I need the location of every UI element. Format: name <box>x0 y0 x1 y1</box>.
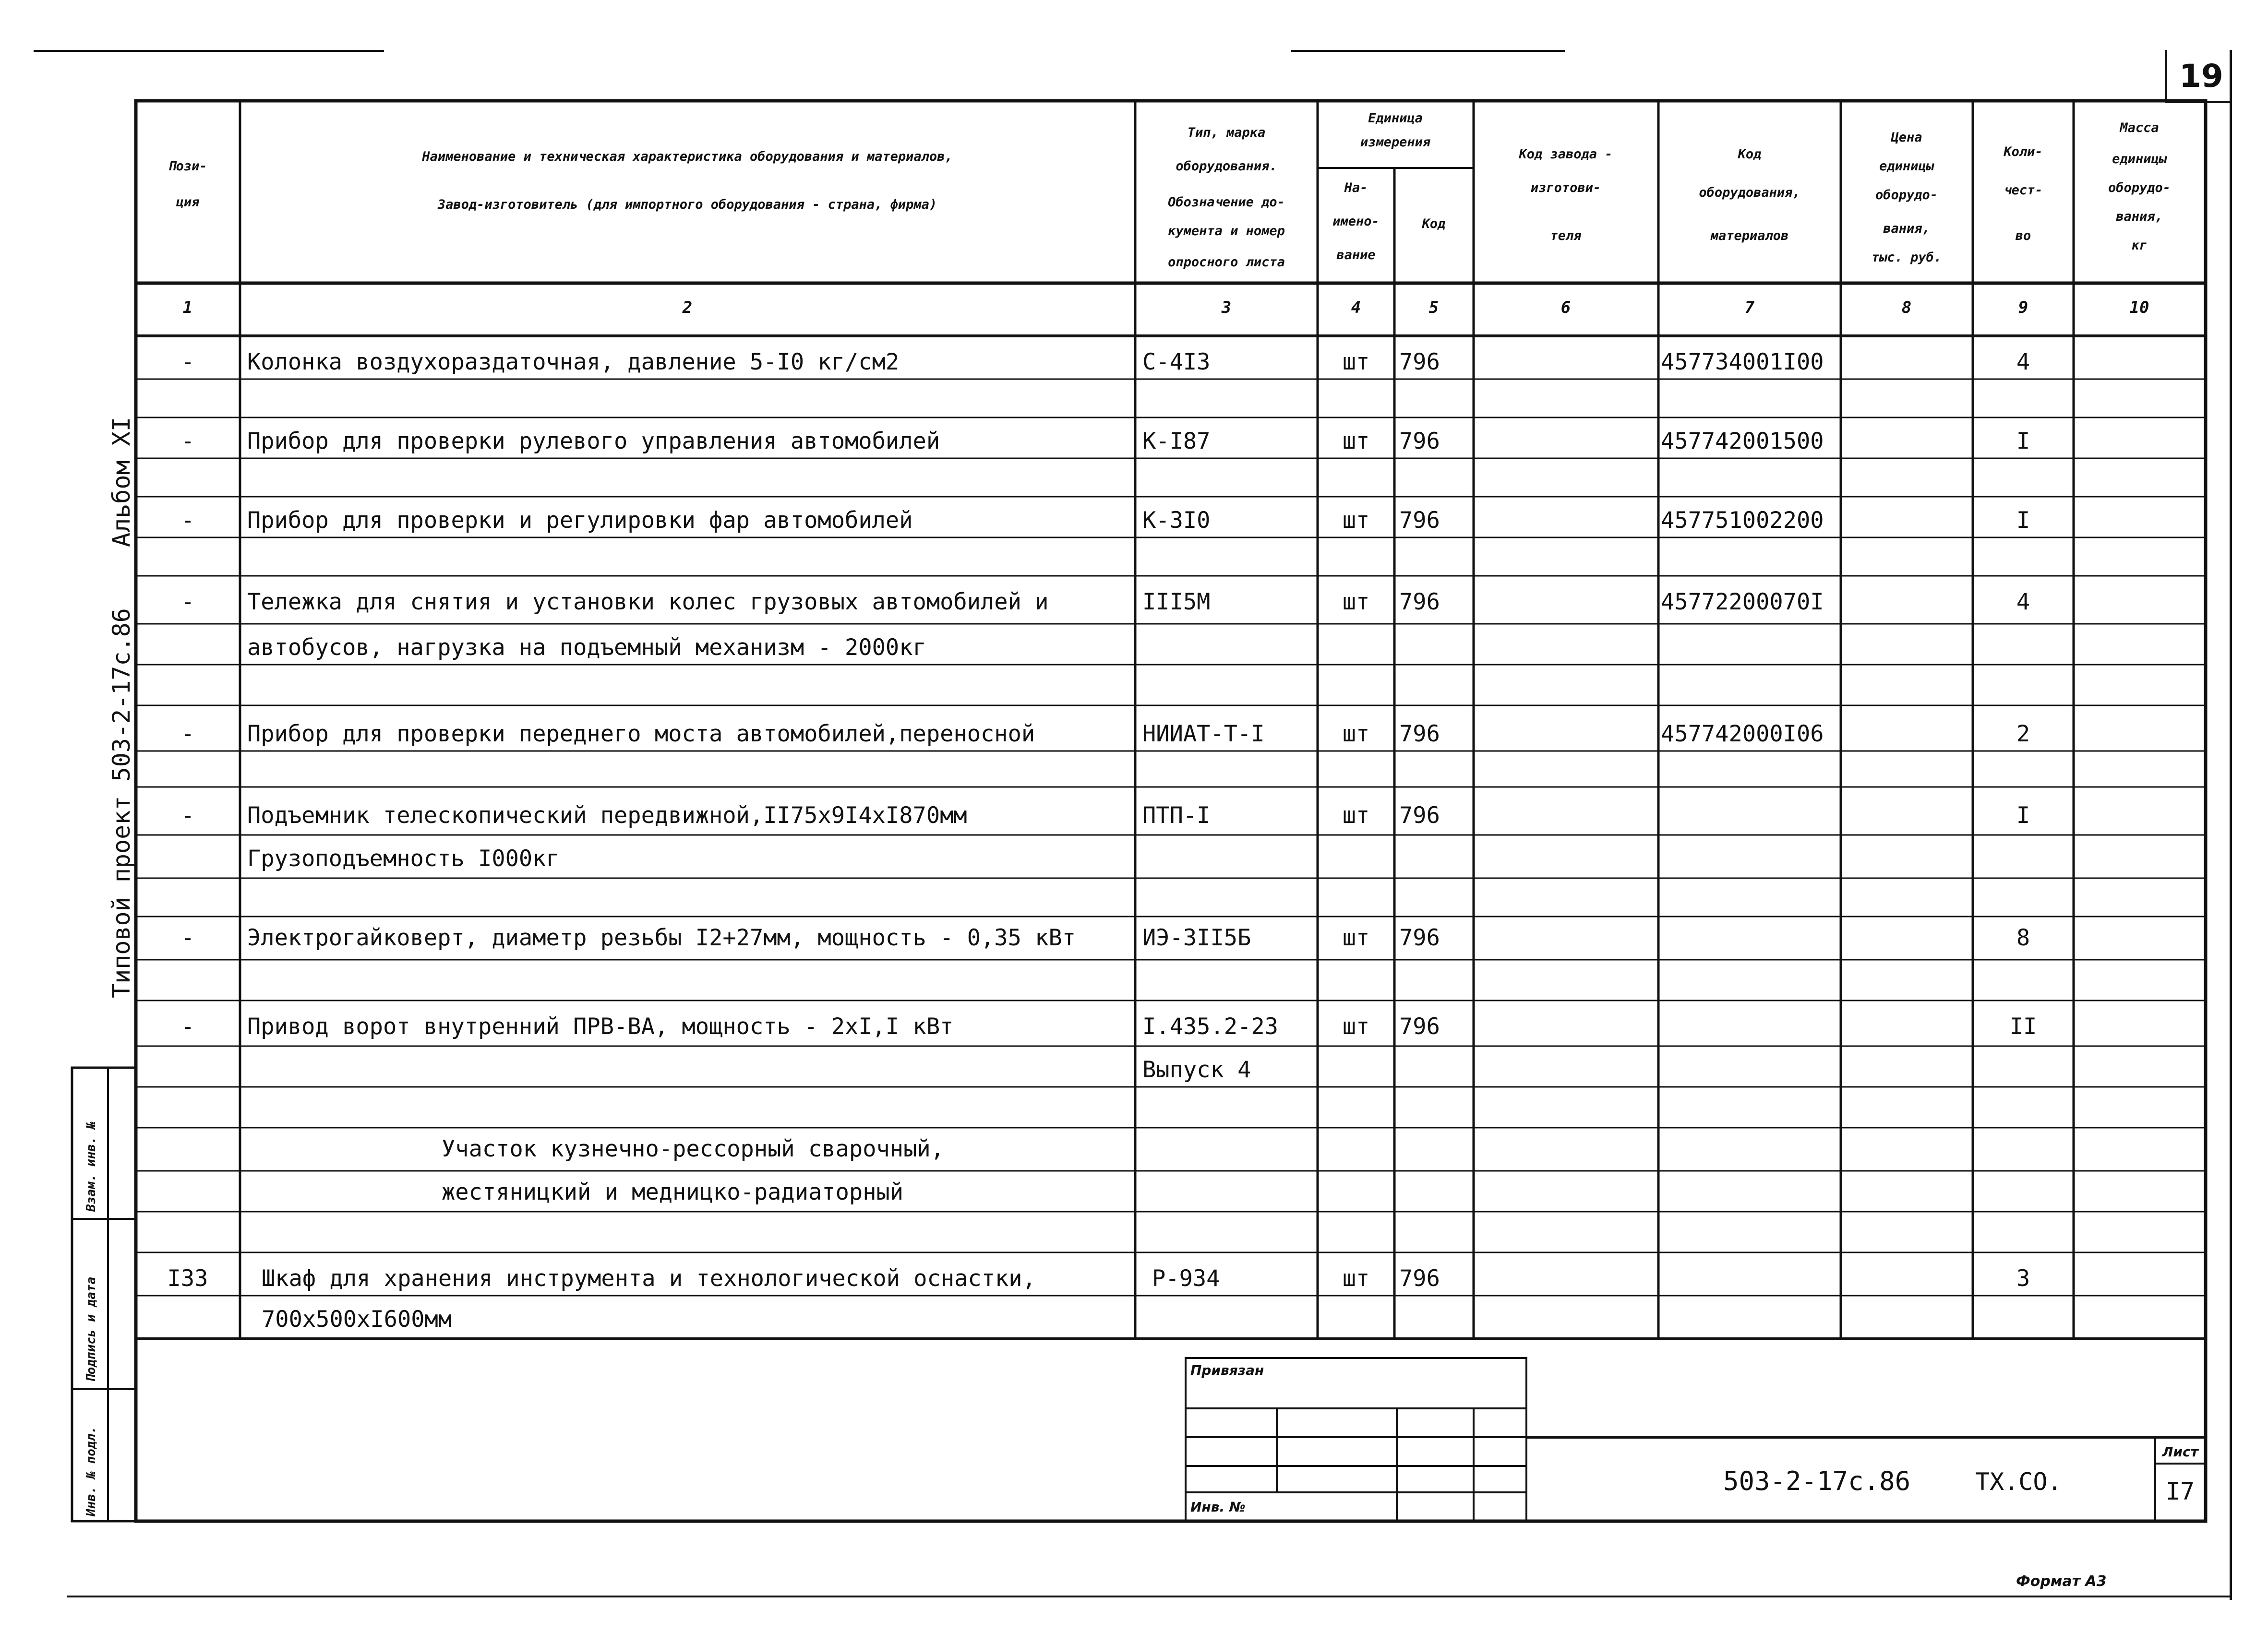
document-code: 503-2-17с.86 <box>1723 1466 1911 1496</box>
colnum-7: 7 <box>1744 298 1755 317</box>
row-code: 796 <box>1399 802 1440 829</box>
colnum-3: 3 <box>1221 298 1232 317</box>
row-name: Привод ворот внутренний ПРВ-ВА, мощность - 2хI,I кВт <box>247 1013 954 1040</box>
table-row <box>168 1265 2030 1333</box>
row-pos: - <box>180 802 195 829</box>
row-name: Электрогайковерт, диаметр резьбы I2+27мм, мощность - 0,35 кВт <box>247 925 1076 951</box>
row-name-line2: 700х500хI600мм <box>262 1306 452 1333</box>
header-col4-line2: имено- <box>1332 214 1380 229</box>
header-col8-line1: Цена <box>1891 130 1922 145</box>
row-pos: - <box>180 1013 195 1040</box>
row-unit: шт <box>1342 925 1370 951</box>
header-col1-line2: ция <box>176 195 200 210</box>
header-col5: Код <box>1422 216 1446 231</box>
row-type: Р-934 <box>1152 1265 1220 1292</box>
row-type: НИИАТ-Т-I <box>1142 721 1265 747</box>
row-qty: I <box>2016 507 2030 534</box>
row-unit: шт <box>1342 349 1370 375</box>
row-code: 796 <box>1399 721 1440 747</box>
header-col10-line2: единицы <box>2112 152 2167 167</box>
row-qty: 4 <box>2016 589 2030 615</box>
header-col3-line2: оборудования. <box>1176 159 1277 174</box>
document-type: ТХ.СО. <box>1975 1468 2062 1496</box>
header-col10-line5: кг <box>2131 238 2148 253</box>
row-name: Подъемник телескопический передвижной,II75х9I4хI870мм <box>247 802 967 829</box>
row-pos: - <box>180 925 195 951</box>
section-title-line1: Участок кузнечно-рессорный сварочный, <box>442 1136 944 1162</box>
row-name: Колонка воздухораздаточная, давление 5-I0 кг/см2 <box>247 349 900 375</box>
row-equip-code: 457734001I00 <box>1661 349 1824 375</box>
row-name: Прибор для проверки и регулировки фар автомобилей <box>247 507 913 534</box>
header-col7-line3: материалов <box>1710 228 1789 243</box>
colnum-10: 10 <box>2129 298 2149 317</box>
row-pos: I33 <box>167 1265 208 1292</box>
colnum-1: 1 <box>182 298 193 317</box>
page-number: 19 <box>2179 58 2223 95</box>
row-type: К-I87 <box>1142 428 1211 454</box>
row-qty: 3 <box>2016 1265 2030 1292</box>
header-col8-line2: единицы <box>1879 159 1934 174</box>
row-pos: - <box>180 507 195 534</box>
row-pos: - <box>180 349 195 375</box>
row-name: Шкаф для хранения инструмента и технологической оснастки, <box>262 1265 1036 1292</box>
row-type: I.435.2-23 <box>1142 1013 1278 1040</box>
table-row <box>181 349 2030 375</box>
colnum-8: 8 <box>1901 298 1912 317</box>
row-code: 796 <box>1399 589 1440 615</box>
row-qty: II <box>2009 1013 2037 1040</box>
row-qty: I <box>2016 802 2030 829</box>
row-code: 796 <box>1399 428 1440 454</box>
colnum-5: 5 <box>1428 298 1439 317</box>
row-unit: шт <box>1342 1013 1370 1040</box>
row-equip-code: 457742000I06 <box>1661 721 1824 747</box>
row-type: ИЭ-3II5Б <box>1142 925 1251 951</box>
row-unit: шт <box>1342 589 1370 615</box>
header-col2-line1: Наименование и техническая характеристика оборудования и материалов, <box>422 149 953 164</box>
row-code: 796 <box>1399 349 1440 375</box>
row-qty: 4 <box>2016 349 2030 375</box>
table-row <box>181 925 2030 951</box>
header-col3-line4: кумента и номер <box>1168 224 1285 238</box>
row-equip-code: 45772200070I <box>1661 589 1824 615</box>
stamp-signature-date: Подпись и дата <box>84 1276 98 1382</box>
header-col4-line3: вание <box>1336 248 1376 262</box>
stamp-replacement-inv: Взам. инв. № <box>84 1121 98 1212</box>
header-col10-line3: оборудо- <box>2108 180 2171 195</box>
row-code: 796 <box>1399 925 1440 951</box>
row-unit: шт <box>1342 428 1370 454</box>
row-equip-code: 457751002200 <box>1661 507 1824 534</box>
row-pos: - <box>180 428 195 454</box>
row-unit: шт <box>1342 721 1370 747</box>
table-row <box>181 1013 2037 1083</box>
colnum-9: 9 <box>2018 298 2028 317</box>
section-title-line2: жестяницкий и медницко-радиаторный <box>442 1179 904 1205</box>
table-row <box>181 428 2030 454</box>
sheet-number: I7 <box>2165 1477 2195 1505</box>
header-col10-line4: вания, <box>2116 209 2163 224</box>
sheet-label: Лист <box>2162 1444 2198 1460</box>
header-col8-line5: тыс. руб. <box>1871 250 1942 265</box>
row-type: III5М <box>1142 589 1211 615</box>
row-unit: шт <box>1342 802 1370 829</box>
side-project-label: Типовой проект 503-2-17с.86 <box>108 608 135 998</box>
header-col3-line1: Тип, марка <box>1187 125 1266 140</box>
header-col3-line3: Обозначение до- <box>1168 195 1285 210</box>
header-col9-line3: во <box>2015 228 2031 243</box>
header-col6-line3: теля <box>1550 228 1582 243</box>
header-col7-line1: Код <box>1738 147 1762 162</box>
header-col8-line3: оборудо- <box>1875 188 1938 203</box>
row-code: 796 <box>1399 507 1440 534</box>
colnum-2: 2 <box>682 298 693 317</box>
header-units-line1: Единица <box>1368 111 1423 126</box>
header-col6-line2: изготови- <box>1530 180 1601 195</box>
table-row <box>181 589 2030 661</box>
row-name-line2: Грузоподъемность I000кг <box>247 846 560 872</box>
format-label: Формат А3 <box>2016 1573 2107 1590</box>
header-col2-line2: Завод-изготовитель (для импортного оборудования - страна, фирма) <box>437 197 937 212</box>
row-unit: шт <box>1342 1265 1370 1292</box>
row-type: ПТП-I <box>1142 802 1211 829</box>
row-name-line2: автобусов, нагрузка на подъемный механизм - 2000кг <box>247 634 926 661</box>
row-type: К-3I0 <box>1142 507 1211 534</box>
title-block-inv-no: Инв. № <box>1190 1499 1246 1515</box>
row-unit: шт <box>1342 507 1370 534</box>
header-col4-line1: На- <box>1344 180 1368 195</box>
header-col7-line2: оборудования, <box>1699 185 1800 200</box>
row-qty: 8 <box>2016 925 2030 951</box>
row-name: Тележка для снятия и установки колес грузовых автомобилей и <box>247 589 1049 615</box>
row-name: Прибор для проверки переднего моста автомобилей,переносной <box>247 721 1035 747</box>
table-row <box>181 721 2030 747</box>
header-col3-line5: опросного листа <box>1168 255 1285 270</box>
header-col6-line1: Код завода - <box>1519 147 1613 162</box>
header-col9-line2: чест- <box>2004 183 2043 198</box>
header-units-line2: измерения <box>1360 135 1431 150</box>
row-qty: 2 <box>2016 721 2030 747</box>
colnum-6: 6 <box>1560 298 1571 317</box>
row-pos: - <box>180 589 195 615</box>
table-row <box>181 507 2030 534</box>
row-type: С-4I3 <box>1142 349 1211 375</box>
title-block-privyazan: Привязан <box>1190 1362 1264 1378</box>
row-code: 796 <box>1399 1013 1440 1040</box>
row-name: Прибор для проверки рулевого управления автомобилей <box>247 428 940 454</box>
table-row <box>181 802 2030 872</box>
header-col8-line4: вания, <box>1883 221 1930 236</box>
stamp-original-inv: Инв. № подл. <box>84 1426 98 1516</box>
header-col9-line1: Коли- <box>2004 144 2043 159</box>
header-col10-line1: Масса <box>2120 120 2159 135</box>
row-equip-code: 457742001500 <box>1661 428 1824 454</box>
row-code: 796 <box>1399 1265 1440 1292</box>
side-album-label: Альбом XI <box>108 417 135 547</box>
row-qty: I <box>2016 428 2030 454</box>
row-pos: - <box>180 721 195 747</box>
row-type-line2: Выпуск 4 <box>1142 1057 1251 1083</box>
colnum-4: 4 <box>1351 298 1361 317</box>
header-col1-line1: Пози- <box>168 159 207 174</box>
